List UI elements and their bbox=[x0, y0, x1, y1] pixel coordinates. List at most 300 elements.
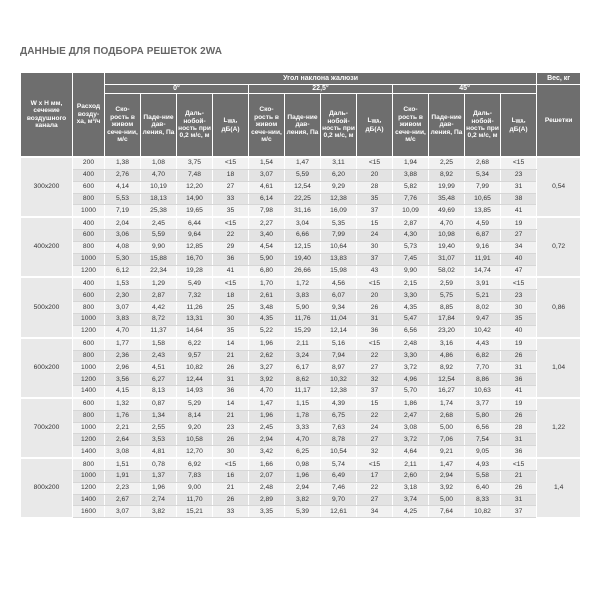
value-cell: 1,77 bbox=[105, 338, 141, 350]
value-cell: 8,33 bbox=[465, 494, 501, 506]
value-cell: 10,82 bbox=[177, 362, 213, 374]
value-cell: 30 bbox=[357, 241, 393, 253]
speed-header: Ско-рость в живом сече-нии, м/с bbox=[249, 94, 285, 158]
value-cell: 3,56 bbox=[105, 374, 141, 386]
value-cell: <15 bbox=[357, 338, 393, 350]
table-row bbox=[21, 193, 581, 205]
value-cell: 8,02 bbox=[465, 302, 501, 314]
value-cell: 2,87 bbox=[393, 217, 429, 229]
table-row bbox=[21, 470, 581, 482]
value-cell: 7,63 bbox=[321, 422, 357, 434]
value-cell: 35 bbox=[213, 325, 249, 337]
value-cell: 36 bbox=[213, 386, 249, 398]
table-row bbox=[21, 253, 581, 265]
value-cell: 5,47 bbox=[393, 313, 429, 325]
value-cell: 2,11 bbox=[393, 458, 429, 470]
value-cell: 2,74 bbox=[141, 494, 177, 506]
value-cell: 10,54 bbox=[321, 446, 357, 458]
value-cell: 3,08 bbox=[393, 422, 429, 434]
value-cell: 5,74 bbox=[321, 458, 357, 470]
value-cell: 5,80 bbox=[465, 410, 501, 422]
value-cell: 1,47 bbox=[285, 157, 321, 169]
flow-cell: 1400 bbox=[73, 494, 105, 506]
flow-cell: 1000 bbox=[73, 253, 105, 265]
value-cell: 34 bbox=[357, 506, 393, 518]
value-cell: 4,70 bbox=[105, 325, 141, 337]
value-cell: 1,08 bbox=[141, 157, 177, 169]
value-cell: 1,74 bbox=[429, 398, 465, 410]
weight-cell: 1,4 bbox=[537, 458, 581, 518]
value-cell: 2,76 bbox=[105, 169, 141, 181]
value-cell: 21 bbox=[501, 470, 537, 482]
table-row bbox=[21, 350, 581, 362]
value-cell: 36 bbox=[501, 374, 537, 386]
size-cell: 600x200 bbox=[21, 338, 73, 398]
value-cell: 28 bbox=[357, 181, 393, 193]
value-cell: 30 bbox=[213, 446, 249, 458]
value-cell: 12,38 bbox=[321, 193, 357, 205]
value-cell: 11,91 bbox=[465, 253, 501, 265]
table-body bbox=[21, 157, 581, 518]
value-cell: 27 bbox=[357, 362, 393, 374]
value-cell: 47 bbox=[501, 265, 537, 277]
value-cell: 40 bbox=[501, 253, 537, 265]
value-cell: 19 bbox=[501, 338, 537, 350]
value-cell: 2,87 bbox=[141, 290, 177, 302]
value-cell: 23 bbox=[501, 290, 537, 302]
value-cell: 6,25 bbox=[285, 446, 321, 458]
value-cell: 3,75 bbox=[177, 157, 213, 169]
value-cell: 11,26 bbox=[177, 302, 213, 314]
value-cell: 5,82 bbox=[393, 181, 429, 193]
table-row bbox=[21, 374, 581, 386]
value-cell: 8,92 bbox=[429, 362, 465, 374]
value-cell: <15 bbox=[213, 277, 249, 289]
value-cell: 2,27 bbox=[249, 217, 285, 229]
value-cell: 7,46 bbox=[321, 482, 357, 494]
value-cell: 3,06 bbox=[105, 230, 141, 242]
value-cell: 19 bbox=[501, 398, 537, 410]
value-cell: 5,58 bbox=[465, 470, 501, 482]
value-cell: 5,39 bbox=[285, 506, 321, 518]
value-cell: 31 bbox=[213, 374, 249, 386]
value-cell: 49,69 bbox=[429, 205, 465, 217]
size-cell: 500x200 bbox=[21, 277, 73, 337]
value-cell: 3,30 bbox=[393, 350, 429, 362]
value-cell: 37 bbox=[501, 506, 537, 518]
value-cell: 8,72 bbox=[141, 313, 177, 325]
table-row bbox=[21, 446, 581, 458]
value-cell: 1,51 bbox=[105, 458, 141, 470]
value-cell: 3,92 bbox=[429, 482, 465, 494]
value-cell: 5,49 bbox=[177, 277, 213, 289]
value-cell: 12,54 bbox=[429, 374, 465, 386]
flow-cell: 600 bbox=[73, 181, 105, 193]
value-cell: 9,05 bbox=[465, 446, 501, 458]
value-cell: 31,16 bbox=[285, 205, 321, 217]
value-cell: 16,09 bbox=[321, 205, 357, 217]
angle-22-header: 22,5° bbox=[249, 85, 393, 94]
value-cell: 2,94 bbox=[249, 434, 285, 446]
value-cell: 1,58 bbox=[141, 338, 177, 350]
value-cell: 21 bbox=[213, 410, 249, 422]
value-cell: 3,91 bbox=[465, 277, 501, 289]
value-cell: 3,74 bbox=[393, 494, 429, 506]
angle-group-header: Угол наклона жалюзи bbox=[105, 73, 537, 85]
value-cell: 7,48 bbox=[177, 169, 213, 181]
flow-header: Расход возду-ха, м³/ч bbox=[73, 73, 105, 158]
value-cell: 3,77 bbox=[465, 398, 501, 410]
value-cell: 4,15 bbox=[105, 386, 141, 398]
pressure-drop-header: Паде-ние дав-ления, Па bbox=[285, 94, 321, 158]
table-row bbox=[21, 482, 581, 494]
value-cell: 12,44 bbox=[177, 374, 213, 386]
value-cell: 1,94 bbox=[393, 157, 429, 169]
table-row bbox=[21, 230, 581, 242]
value-cell: 10,64 bbox=[321, 241, 357, 253]
flow-cell: 600 bbox=[73, 230, 105, 242]
value-cell: 1,96 bbox=[249, 410, 285, 422]
size-cell: 400x200 bbox=[21, 217, 73, 277]
value-cell: 1,54 bbox=[249, 157, 285, 169]
value-cell: 6,56 bbox=[465, 422, 501, 434]
value-cell: 26 bbox=[213, 494, 249, 506]
value-cell: 15 bbox=[357, 398, 393, 410]
value-cell: 34 bbox=[501, 241, 537, 253]
value-cell: 10,65 bbox=[465, 193, 501, 205]
value-cell: <15 bbox=[501, 157, 537, 169]
value-cell: 8,78 bbox=[321, 434, 357, 446]
size-cell: 300x200 bbox=[21, 157, 73, 217]
value-cell: 3,72 bbox=[393, 434, 429, 446]
value-cell: 9,16 bbox=[465, 241, 501, 253]
value-cell: 6,12 bbox=[105, 265, 141, 277]
value-cell: 6,49 bbox=[321, 470, 357, 482]
value-cell: 3,04 bbox=[285, 217, 321, 229]
value-cell: 6,87 bbox=[465, 230, 501, 242]
value-cell: 8,97 bbox=[321, 362, 357, 374]
pressure-drop-header: Паде-ние дав-ления, Па bbox=[141, 94, 177, 158]
value-cell: 2,23 bbox=[105, 482, 141, 494]
flow-cell: 600 bbox=[73, 398, 105, 410]
value-cell: 31 bbox=[501, 434, 537, 446]
value-cell: 13,85 bbox=[465, 205, 501, 217]
value-cell: 27 bbox=[213, 181, 249, 193]
value-cell: 18 bbox=[213, 290, 249, 302]
value-cell: 33 bbox=[213, 506, 249, 518]
value-cell: 2,59 bbox=[429, 277, 465, 289]
value-cell: 26 bbox=[213, 362, 249, 374]
value-cell: 36 bbox=[501, 446, 537, 458]
table-row bbox=[21, 386, 581, 398]
value-cell: 29 bbox=[213, 241, 249, 253]
flow-cell: 200 bbox=[73, 157, 105, 169]
weight-header: Вес, кг bbox=[537, 73, 581, 85]
value-cell: 9,90 bbox=[141, 241, 177, 253]
value-cell: 8,14 bbox=[177, 410, 213, 422]
flow-cell: 1200 bbox=[73, 265, 105, 277]
value-cell: 5,00 bbox=[429, 494, 465, 506]
value-cell: 13,83 bbox=[321, 253, 357, 265]
flow-cell: 800 bbox=[73, 241, 105, 253]
grille-selection-table bbox=[20, 72, 581, 519]
value-cell: 20 bbox=[357, 290, 393, 302]
value-cell: 12,38 bbox=[321, 386, 357, 398]
value-cell: 35,48 bbox=[429, 193, 465, 205]
value-cell: 1,37 bbox=[141, 470, 177, 482]
value-cell: <15 bbox=[213, 157, 249, 169]
value-cell: 6,27 bbox=[141, 374, 177, 386]
flow-cell: 1400 bbox=[73, 446, 105, 458]
value-cell: 17,84 bbox=[429, 313, 465, 325]
value-cell: 9,21 bbox=[429, 446, 465, 458]
value-cell: <15 bbox=[501, 277, 537, 289]
value-cell: 6,66 bbox=[285, 230, 321, 242]
value-cell: 3,82 bbox=[141, 506, 177, 518]
value-cell: 5,34 bbox=[465, 169, 501, 181]
value-cell: 2,48 bbox=[393, 338, 429, 350]
value-cell: 5,53 bbox=[105, 193, 141, 205]
value-cell: 14,90 bbox=[177, 193, 213, 205]
value-cell: 2,07 bbox=[249, 470, 285, 482]
value-cell: 12,14 bbox=[321, 325, 357, 337]
value-cell: 5,21 bbox=[465, 290, 501, 302]
value-cell: 3,07 bbox=[105, 302, 141, 314]
value-cell: 10,09 bbox=[393, 205, 429, 217]
value-cell: 6,92 bbox=[177, 458, 213, 470]
value-cell: 16,27 bbox=[429, 386, 465, 398]
value-cell: 10,32 bbox=[321, 374, 357, 386]
value-cell: 6,07 bbox=[321, 290, 357, 302]
value-cell: 37 bbox=[357, 253, 393, 265]
value-cell: 21 bbox=[213, 482, 249, 494]
value-cell: 24 bbox=[357, 230, 393, 242]
value-cell: 36 bbox=[357, 325, 393, 337]
value-cell: 6,75 bbox=[321, 410, 357, 422]
table-row bbox=[21, 434, 581, 446]
value-cell: 0,78 bbox=[141, 458, 177, 470]
angle-0-header: 0° bbox=[105, 85, 249, 94]
value-cell: 1,78 bbox=[285, 410, 321, 422]
value-cell: 19,65 bbox=[177, 205, 213, 217]
value-cell: 3,35 bbox=[249, 506, 285, 518]
value-cell: 21 bbox=[213, 350, 249, 362]
value-cell: 1,70 bbox=[249, 277, 285, 289]
value-cell: 5,90 bbox=[285, 302, 321, 314]
value-cell: 8,85 bbox=[429, 302, 465, 314]
value-cell: 23,20 bbox=[429, 325, 465, 337]
value-cell: 1,32 bbox=[105, 398, 141, 410]
value-cell: 7,76 bbox=[393, 193, 429, 205]
value-cell: 14 bbox=[213, 338, 249, 350]
value-cell: 2,96 bbox=[105, 362, 141, 374]
value-cell: 1,66 bbox=[249, 458, 285, 470]
value-cell: 1,47 bbox=[429, 458, 465, 470]
value-cell: 8,62 bbox=[285, 374, 321, 386]
flow-cell: 600 bbox=[73, 338, 105, 350]
value-cell: 9,57 bbox=[177, 350, 213, 362]
value-cell: 0,98 bbox=[285, 458, 321, 470]
value-cell: 2,30 bbox=[105, 290, 141, 302]
value-cell: 7,54 bbox=[465, 434, 501, 446]
value-cell: 3,07 bbox=[105, 506, 141, 518]
value-cell: 2,94 bbox=[285, 482, 321, 494]
value-cell: 14,93 bbox=[177, 386, 213, 398]
value-cell: 31 bbox=[357, 313, 393, 325]
flow-cell: 1000 bbox=[73, 470, 105, 482]
speed-header: Ско-рость в живом сече-нии, м/с bbox=[393, 94, 429, 158]
value-cell: 3,48 bbox=[249, 302, 285, 314]
value-cell: 32 bbox=[357, 446, 393, 458]
table-row bbox=[21, 338, 581, 350]
value-cell: 22 bbox=[357, 482, 393, 494]
value-cell: 4,25 bbox=[393, 506, 429, 518]
flow-cell: 1000 bbox=[73, 362, 105, 374]
table-row bbox=[21, 169, 581, 181]
value-cell: 23 bbox=[213, 422, 249, 434]
value-cell: 7,06 bbox=[429, 434, 465, 446]
flow-cell: 1400 bbox=[73, 386, 105, 398]
value-cell: 37 bbox=[357, 386, 393, 398]
value-cell: 2,47 bbox=[393, 410, 429, 422]
value-cell: 2,45 bbox=[249, 422, 285, 434]
value-cell: 3,72 bbox=[393, 362, 429, 374]
value-cell: 4,70 bbox=[249, 386, 285, 398]
value-cell: <15 bbox=[213, 217, 249, 229]
value-cell: 9,70 bbox=[321, 494, 357, 506]
value-cell: 9,90 bbox=[393, 265, 429, 277]
table-row bbox=[21, 157, 581, 169]
flow-cell: 600 bbox=[73, 290, 105, 302]
flow-cell: 800 bbox=[73, 193, 105, 205]
value-cell: 5,16 bbox=[321, 338, 357, 350]
value-cell: 9,34 bbox=[321, 302, 357, 314]
table-row bbox=[21, 217, 581, 229]
value-cell: 2,21 bbox=[105, 422, 141, 434]
table-row bbox=[21, 458, 581, 470]
value-cell: 27 bbox=[501, 230, 537, 242]
value-cell: 8,92 bbox=[429, 169, 465, 181]
value-cell: 12,85 bbox=[177, 241, 213, 253]
value-cell: 5,70 bbox=[393, 386, 429, 398]
value-cell: 4,35 bbox=[249, 313, 285, 325]
value-cell: 7,45 bbox=[393, 253, 429, 265]
value-cell: 8,13 bbox=[141, 386, 177, 398]
value-cell: 1,47 bbox=[249, 398, 285, 410]
value-cell: 9,20 bbox=[177, 422, 213, 434]
value-cell: 9,00 bbox=[177, 482, 213, 494]
value-cell: 3,07 bbox=[249, 169, 285, 181]
value-cell: 10,58 bbox=[177, 434, 213, 446]
size-cell: 800x200 bbox=[21, 458, 73, 518]
value-cell: 4,86 bbox=[429, 350, 465, 362]
value-cell: 1,96 bbox=[285, 470, 321, 482]
value-cell: 7,64 bbox=[429, 506, 465, 518]
angle-45-header: 45° bbox=[393, 85, 537, 94]
table-row bbox=[21, 277, 581, 289]
value-cell: 22 bbox=[213, 230, 249, 242]
weight-cell: 0,72 bbox=[537, 217, 581, 277]
flow-cell: 800 bbox=[73, 410, 105, 422]
table-row bbox=[21, 506, 581, 518]
flow-cell: 1600 bbox=[73, 506, 105, 518]
value-cell: 5,59 bbox=[141, 230, 177, 242]
lwa-header: $L_{WA}$, дБ(А) bbox=[501, 94, 537, 158]
value-cell: 26 bbox=[501, 350, 537, 362]
value-cell: 5,75 bbox=[429, 290, 465, 302]
value-cell: 2,11 bbox=[285, 338, 321, 350]
table-row bbox=[21, 302, 581, 314]
value-cell: 4,08 bbox=[105, 241, 141, 253]
value-cell: 4,70 bbox=[285, 434, 321, 446]
value-cell: 6,14 bbox=[249, 193, 285, 205]
table-row bbox=[21, 422, 581, 434]
value-cell: 8,86 bbox=[465, 374, 501, 386]
table-row bbox=[21, 494, 581, 506]
value-cell: 5,29 bbox=[177, 398, 213, 410]
value-cell: 10,42 bbox=[465, 325, 501, 337]
flow-cell: 800 bbox=[73, 302, 105, 314]
pressure-drop-header: Паде-ние дав-ления, Па bbox=[429, 94, 465, 158]
value-cell: 31 bbox=[501, 181, 537, 193]
value-cell: 19,99 bbox=[429, 181, 465, 193]
value-cell: 26 bbox=[213, 434, 249, 446]
value-cell: 4,93 bbox=[465, 458, 501, 470]
value-cell: 12,70 bbox=[177, 446, 213, 458]
value-cell: <15 bbox=[357, 157, 393, 169]
value-cell: 4,14 bbox=[105, 181, 141, 193]
value-cell: 25 bbox=[213, 302, 249, 314]
value-cell: 5,73 bbox=[393, 241, 429, 253]
value-cell: 20 bbox=[357, 169, 393, 181]
value-cell: 40 bbox=[501, 325, 537, 337]
flow-cell: 400 bbox=[73, 217, 105, 229]
size-header: W x H мм, сечение воздушного канала bbox=[21, 73, 73, 158]
flow-cell: 1200 bbox=[73, 325, 105, 337]
value-cell: 22 bbox=[357, 410, 393, 422]
value-cell: 4,64 bbox=[393, 446, 429, 458]
value-cell: 15,98 bbox=[321, 265, 357, 277]
value-cell: 4,96 bbox=[393, 374, 429, 386]
value-cell: 7,70 bbox=[465, 362, 501, 374]
value-cell: 9,47 bbox=[465, 313, 501, 325]
value-cell: 41 bbox=[501, 386, 537, 398]
value-cell: 31 bbox=[501, 494, 537, 506]
lwa-header: $L_{WA}$, дБ(А) bbox=[213, 94, 249, 158]
value-cell: 15,21 bbox=[177, 506, 213, 518]
value-cell: 2,67 bbox=[105, 494, 141, 506]
value-cell: 24 bbox=[357, 422, 393, 434]
value-cell: 22,34 bbox=[141, 265, 177, 277]
table-row bbox=[21, 410, 581, 422]
value-cell: 19,40 bbox=[429, 241, 465, 253]
value-cell: 26 bbox=[501, 410, 537, 422]
value-cell: 35 bbox=[357, 193, 393, 205]
value-cell: 6,44 bbox=[177, 217, 213, 229]
table-row bbox=[21, 241, 581, 253]
value-cell: 2,55 bbox=[141, 422, 177, 434]
value-cell: 4,43 bbox=[465, 338, 501, 350]
table-row bbox=[21, 313, 581, 325]
value-cell: 33 bbox=[213, 193, 249, 205]
value-cell: 41 bbox=[213, 265, 249, 277]
value-cell: 7,19 bbox=[105, 205, 141, 217]
value-cell: 7,99 bbox=[321, 230, 357, 242]
value-cell: 3,24 bbox=[285, 350, 321, 362]
value-cell: 2,68 bbox=[465, 157, 501, 169]
value-cell: <15 bbox=[357, 277, 393, 289]
value-cell: 3,88 bbox=[393, 169, 429, 181]
